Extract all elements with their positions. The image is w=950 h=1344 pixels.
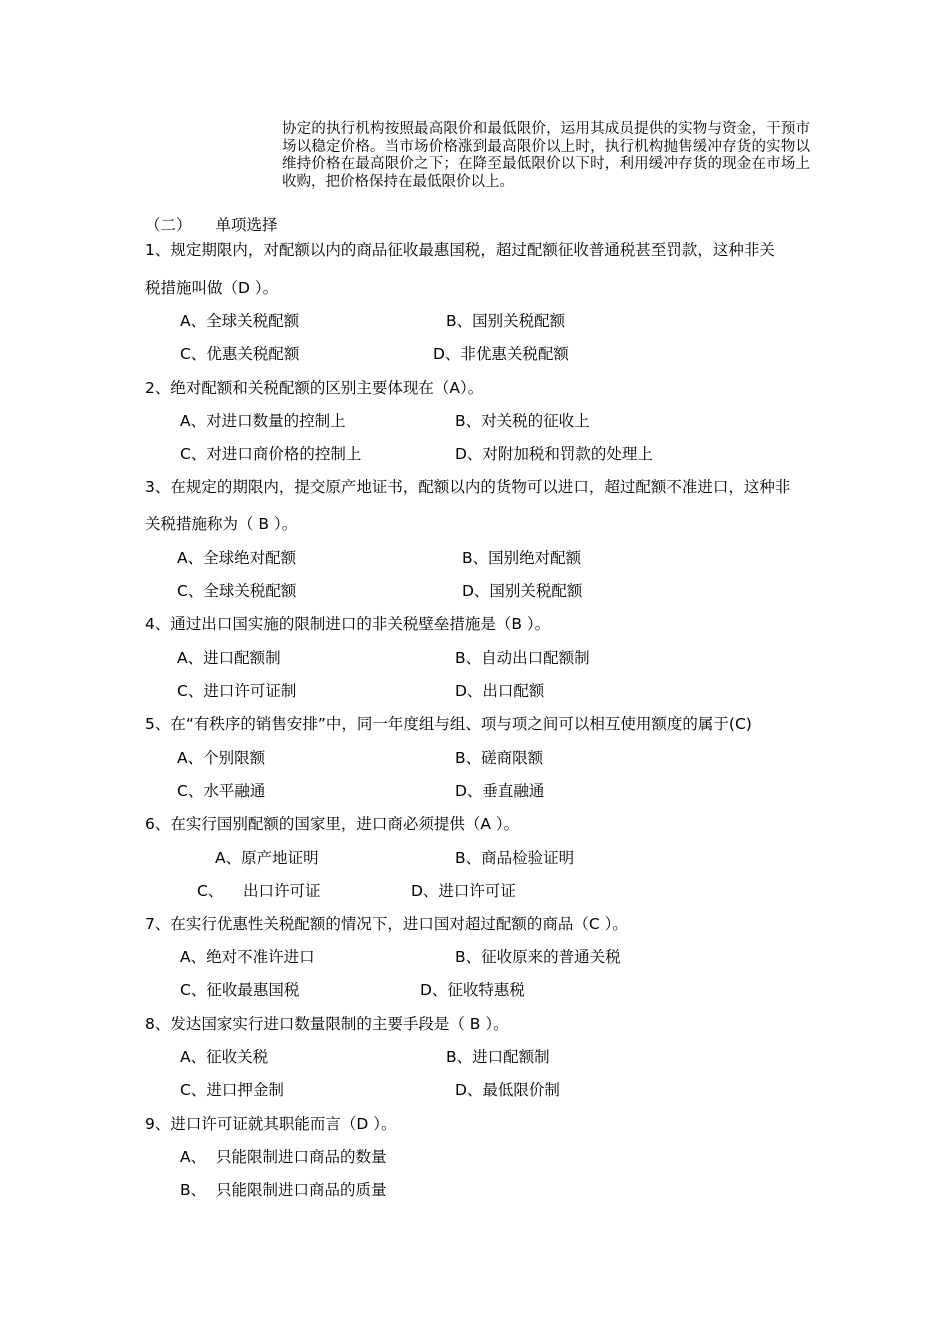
question-4-option-b: B、自动出口配额制 xyxy=(455,649,590,667)
question-1-stem: 1、规定期限内，对配额以内的商品征收最惠国税，超过配额征收普通税甚至罚款，这种非关 xyxy=(145,241,775,259)
section-heading xyxy=(145,213,278,235)
question-8-option-d: D、最低限价制 xyxy=(455,1081,560,1099)
question-1-option-d: D、非优惠关税配额 xyxy=(433,345,569,363)
question-2-option-d: D、对附加税和罚款的处理上 xyxy=(455,445,653,463)
question-7-option-c: C、征收最惠国税 xyxy=(180,981,300,999)
intro-paragraph: 协定的执行机构按照最高限价和最低限价，运用其成员提供的实物与资金，干预市场以稳定价格。当市场价格涨到最高限价以上时，执行机构抛售缓冲存货的实物以维持价格在最高限价之下；在降至最低限价以下时，利用缓冲存货的现金在市场上收购，把价格保持在最低限价以上。 xyxy=(282,121,810,190)
question-8-option-a: A、征收关税 xyxy=(180,1048,269,1066)
question-2-option-b: B、对关税的征收上 xyxy=(455,412,590,430)
question-9-stem: 9、进口许可证就其职能而言（D ）。 xyxy=(145,1115,397,1133)
question-2-option-a: A、对进口数量的控制上 xyxy=(180,412,346,430)
question-6-option-a: A、原产地证明 xyxy=(215,849,319,867)
question-8-option-b: B、进口配额制 xyxy=(446,1048,550,1066)
question-5-option-c: C、水平融通 xyxy=(177,782,266,800)
question-8-option-c: C、进口押金制 xyxy=(180,1081,284,1099)
question-1-option-a: A、全球关税配额 xyxy=(180,312,300,330)
question-4-option-a: A、进口配额制 xyxy=(177,649,281,667)
question-6-option-c: C、 出口许可证 xyxy=(197,882,321,900)
question-3-stem-cont: 关税措施称为（ B ）。 xyxy=(145,515,298,533)
question-3-option-c: C、全球关税配额 xyxy=(177,582,297,600)
question-4-stem: 4、通过出口国实施的限制进口的非关税壁垒措施是（B ）。 xyxy=(145,615,551,633)
question-4-option-d: D、出口配额 xyxy=(455,682,545,700)
question-7-option-b: B、征收原来的普通关税 xyxy=(455,948,621,966)
question-3-option-b: B、国别绝对配额 xyxy=(462,549,582,567)
question-1-option-b: B、国别关税配额 xyxy=(446,312,566,330)
question-6-option-b: B、商品检验证明 xyxy=(455,849,575,867)
section-number: （二） xyxy=(145,216,192,234)
question-4-option-c: C、进口许可证制 xyxy=(177,682,297,700)
question-1-option-c: C、优惠关税配额 xyxy=(180,345,300,363)
question-7-option-d: D、征收特惠税 xyxy=(420,981,525,999)
section-title: 单项选择 xyxy=(215,216,278,234)
question-5-option-a: A、个别限额 xyxy=(177,749,266,767)
question-5-option-b: B、磋商限额 xyxy=(455,749,544,767)
question-7-option-a: A、绝对不准许进口 xyxy=(180,948,315,966)
question-5-stem: 5、在“有秩序的销售安排”中，同一年度组与组、项与项之间可以相互使用额度的属于(C) xyxy=(145,715,752,733)
question-3-option-d: D、国别关税配额 xyxy=(462,582,583,600)
question-9-option-b: B、 只能限制进口商品的质量 xyxy=(180,1181,387,1199)
question-3-option-a: A、全球绝对配额 xyxy=(177,549,297,567)
question-5-option-d: D、垂直融通 xyxy=(455,782,545,800)
question-9-option-a: A、 只能限制进口商品的数量 xyxy=(180,1148,387,1166)
question-7-stem: 7、在实行优惠性关税配额的情况下，进口国对超过配额的商品（C ）。 xyxy=(145,915,628,933)
question-8-stem: 8、发达国家实行进口数量限制的主要手段是（ B ）。 xyxy=(145,1015,509,1033)
question-6-stem: 6、在实行国别配额的国家里，进口商必须提供（A ）。 xyxy=(145,815,520,833)
question-3-stem: 3、在规定的期限内，提交原产地证书，配额以内的货物可以进口，超过配额不准进口，这种非 xyxy=(145,478,791,496)
question-2-stem: 2、绝对配额和关税配额的区别主要体现在（A）。 xyxy=(145,379,484,397)
question-2-option-c: C、对进口商价格的控制上 xyxy=(180,445,362,463)
question-6-option-d: D、进口许可证 xyxy=(411,882,516,900)
question-1-stem-cont: 税措施叫做（D ）。 xyxy=(145,279,279,297)
